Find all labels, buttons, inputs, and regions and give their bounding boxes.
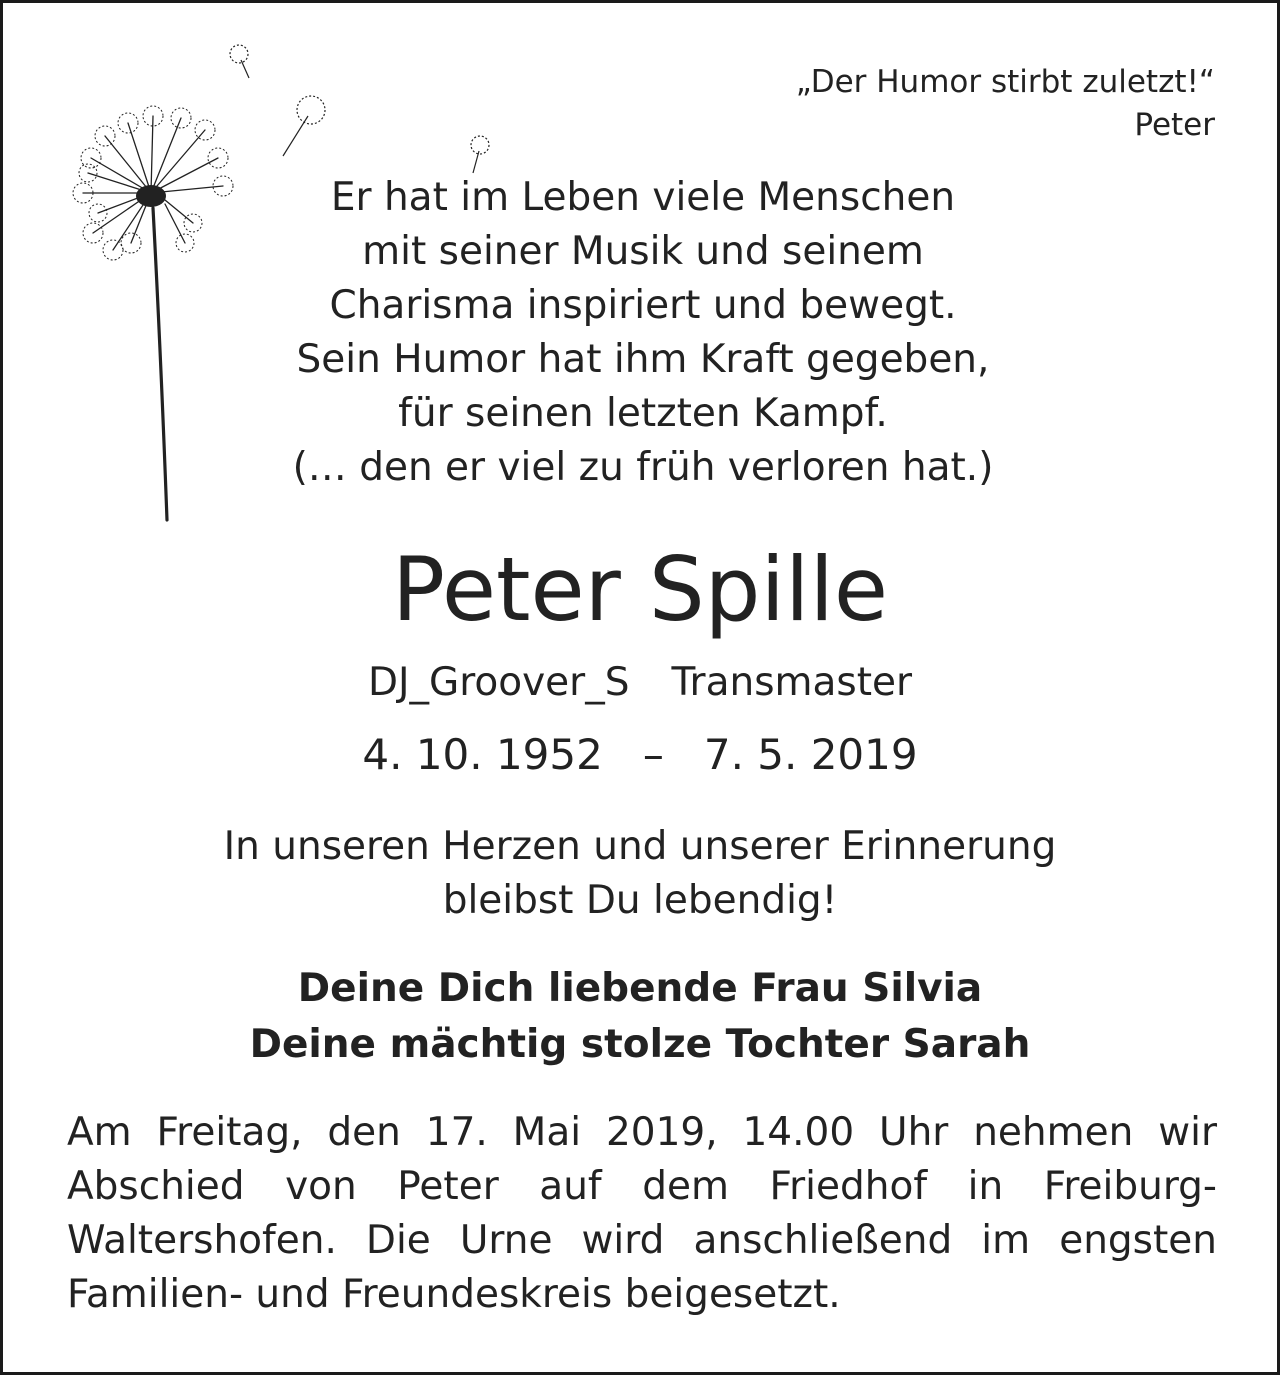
- signers: [3, 961, 1277, 1073]
- death-date: 7. 5. 2019: [703, 730, 918, 779]
- signer-line: Deine Dich liebende Frau Silvia: [297, 966, 983, 1011]
- memory-line: In unseren Herzen und unserer Erinnerung: [223, 824, 1057, 869]
- notice-line: Am Freitag, den 17. Mai 2019, 14.00 Uhr nehmen wir: [67, 1110, 1217, 1155]
- date-dash: –: [642, 730, 664, 779]
- life-dates: [3, 728, 1277, 782]
- memory-line: bleibst Du lebendig!: [442, 878, 838, 923]
- epigraph: [796, 61, 1215, 147]
- notice-line: Familien- und Freundeskreis beigesetzt.: [67, 1272, 841, 1317]
- poem: [143, 171, 1143, 495]
- poem-line: (… den er viel zu früh verloren hat.): [292, 445, 994, 490]
- birth-date: 4. 10. 1952: [362, 730, 603, 779]
- alias: Transmaster: [671, 660, 913, 705]
- funeral-notice: [67, 1106, 1217, 1322]
- poem-line: Charisma inspiriert und bewegt.: [329, 283, 957, 328]
- notice-line: Abschied von Peter auf dem Friedhof in Freiburg-: [67, 1164, 1217, 1209]
- epigraph-author: Peter: [1134, 107, 1215, 143]
- notice-line: Waltershofen. Die Urne wird anschließend im engsten: [67, 1218, 1217, 1263]
- memory-text: [3, 820, 1277, 928]
- poem-line: Er hat im Leben viele Menschen: [330, 175, 956, 220]
- alias: DJ_Groover_S: [367, 660, 630, 705]
- signer-line: Deine mächtig stolze Tochter Sarah: [249, 1022, 1031, 1067]
- poem-line: für seinen letzten Kampf.: [398, 391, 888, 436]
- aliases: [3, 659, 1277, 707]
- poem-line: mit seiner Musik und seinem: [362, 229, 924, 274]
- deceased-name: Peter Spille: [391, 538, 889, 641]
- poem-line: Sein Humor hat ihm Kraft gegeben,: [296, 337, 990, 382]
- epigraph-text: „Der Humor stirbt zuletzt!“: [795, 64, 1215, 100]
